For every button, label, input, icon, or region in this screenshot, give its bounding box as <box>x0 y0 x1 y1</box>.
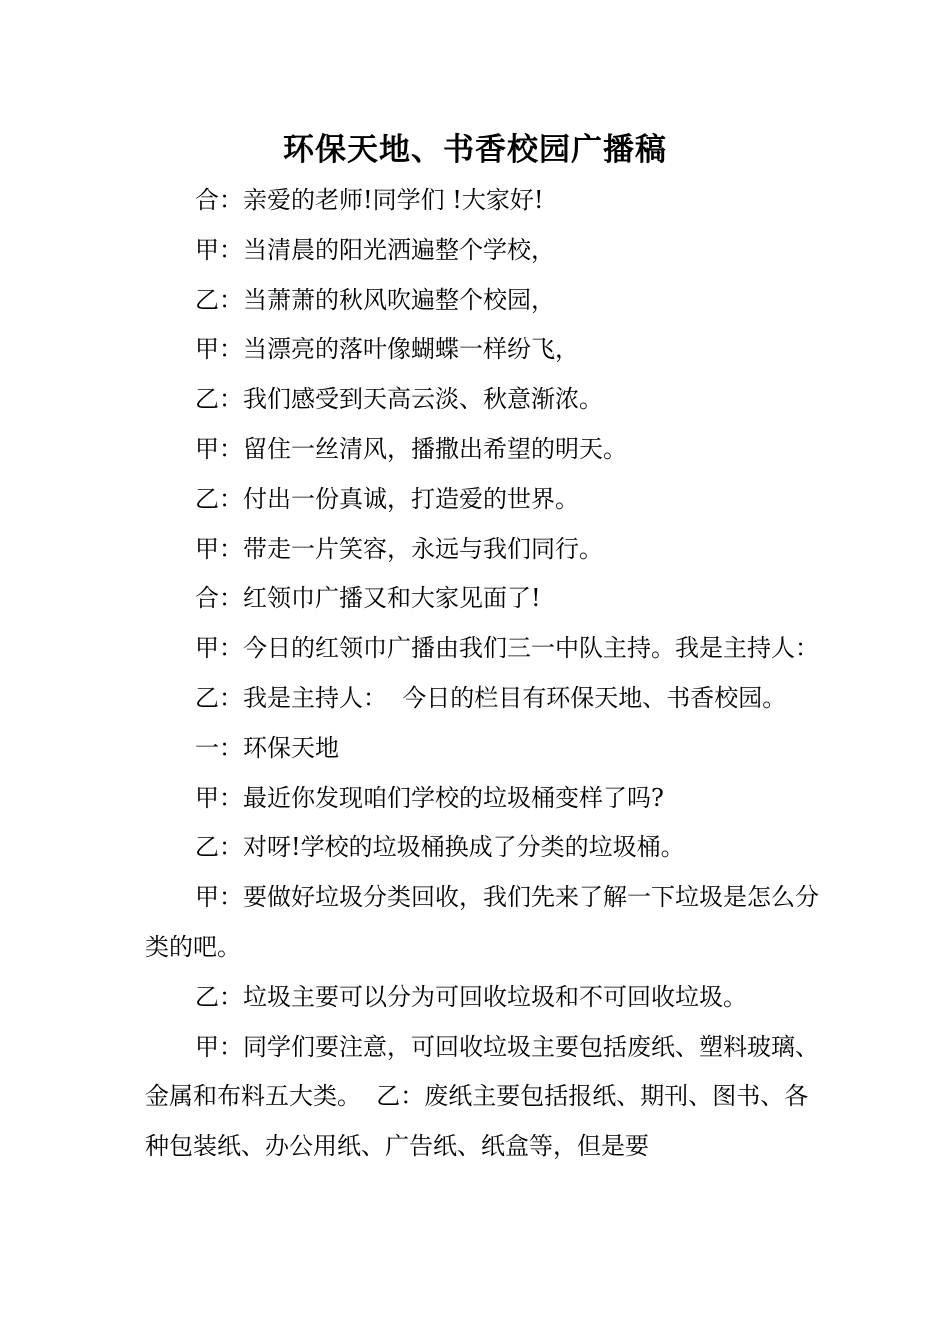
speaker-separator: ： <box>219 783 243 812</box>
speaker-separator: ： <box>219 733 243 762</box>
paragraph <box>145 774 825 824</box>
speaker-separator: ： <box>219 584 243 613</box>
paragraph-text: 要做好垃圾分类回收，我们先来了解一下垃圾是怎么分类的吧。 <box>145 883 819 961</box>
speaker-label: 合 <box>195 584 219 613</box>
document-title: 环保天地、书香校园广播稿 <box>283 132 667 168</box>
paragraph-text: 带走一片笑容，永远与我们同行。 <box>243 534 603 563</box>
speaker-label: 乙 <box>195 683 219 712</box>
speaker-separator: ： <box>219 484 243 513</box>
paragraph <box>145 674 825 724</box>
speaker-separator: ： <box>219 833 243 862</box>
paragraph <box>145 624 825 674</box>
paragraph <box>145 375 825 425</box>
speaker-separator: ： <box>219 235 243 264</box>
speaker-label: 甲 <box>195 783 219 812</box>
speaker-label: 乙 <box>195 484 219 513</box>
paragraph-text: 当清晨的阳光洒遍整个学校， <box>243 235 555 264</box>
speaker-label: 乙 <box>195 385 219 414</box>
speaker-separator: ： <box>219 186 243 214</box>
section-number: 一 <box>195 733 219 762</box>
paragraph <box>145 276 825 326</box>
speaker-separator: ： <box>219 883 243 912</box>
paragraph <box>145 1023 825 1172</box>
speaker-separator: ： <box>219 634 243 663</box>
speaker-label: 甲 <box>195 235 219 264</box>
speaker-label: 甲 <box>195 335 219 364</box>
section-heading <box>145 724 825 774</box>
paragraph-text: 红领巾广播又和大家见面了! <box>243 584 541 613</box>
speaker-label: 乙 <box>195 982 219 1011</box>
speaker-separator: ： <box>219 385 243 414</box>
paragraph <box>145 425 825 475</box>
paragraph <box>145 176 825 226</box>
paragraph <box>145 525 825 575</box>
paragraph-text: 留住一丝清风，播撒出希望的明天。 <box>243 434 627 463</box>
paragraph-text: 最近你发现咱们学校的垃圾桶变样了吗? <box>243 783 664 812</box>
speaker-separator: ： <box>219 285 243 314</box>
speaker-separator: ： <box>219 434 243 463</box>
paragraph-text: 垃圾主要可以分为可回收垃圾和不可回收垃圾。 <box>243 982 747 1011</box>
speaker-separator: ： <box>219 335 243 364</box>
paragraph-text: 当漂亮的落叶像蝴蝶一样纷飞， <box>243 335 579 364</box>
paragraph <box>145 574 825 624</box>
document-body <box>145 176 825 1172</box>
paragraph <box>145 325 825 375</box>
section-title: 环保天地 <box>243 733 339 762</box>
paragraph-text: 今日的红领巾广播由我们三一中队主持。我是主持人： <box>243 634 819 663</box>
paragraph-text: 付出一份真诚，打造爱的世界。 <box>243 484 579 513</box>
speaker-label: 甲 <box>195 1032 219 1061</box>
paragraph <box>145 873 825 973</box>
paragraph <box>145 973 825 1023</box>
speaker-separator: ： <box>219 534 243 563</box>
speaker-label: 甲 <box>195 534 219 563</box>
paragraph-text: 我们感受到天高云淡、秋意渐浓。 <box>243 385 603 414</box>
speaker-label: 甲 <box>195 434 219 463</box>
paragraph <box>145 226 825 276</box>
paragraph <box>145 475 825 525</box>
paragraph-text: 同学们要注意，可回收垃圾主要包括废纸、塑料玻璃、金属和布料五大类。 乙：废纸主要包括报纸、期刊、图书、各种包装纸、办公用纸、广告纸、纸盒等，但是要 <box>145 1032 819 1161</box>
paragraph-text: 亲爱的老师!同学们 !大家好! <box>243 186 544 214</box>
speaker-label: 合 <box>195 186 219 214</box>
paragraph-text: 我是主持人： 今日的栏目有环保天地、书香校园。 <box>243 683 787 712</box>
speaker-separator: ： <box>219 1032 243 1061</box>
speaker-separator: ： <box>219 982 243 1011</box>
speaker-separator: ： <box>219 683 243 712</box>
speaker-label: 乙 <box>195 285 219 314</box>
paragraph <box>145 823 825 873</box>
speaker-label: 甲 <box>195 634 219 663</box>
speaker-label: 乙 <box>195 833 219 862</box>
paragraph-text: 当萧萧的秋风吹遍整个校园， <box>243 285 555 314</box>
paragraph-text: 对呀!学校的垃圾桶换成了分类的垃圾桶。 <box>243 833 685 862</box>
speaker-label: 甲 <box>195 883 219 912</box>
